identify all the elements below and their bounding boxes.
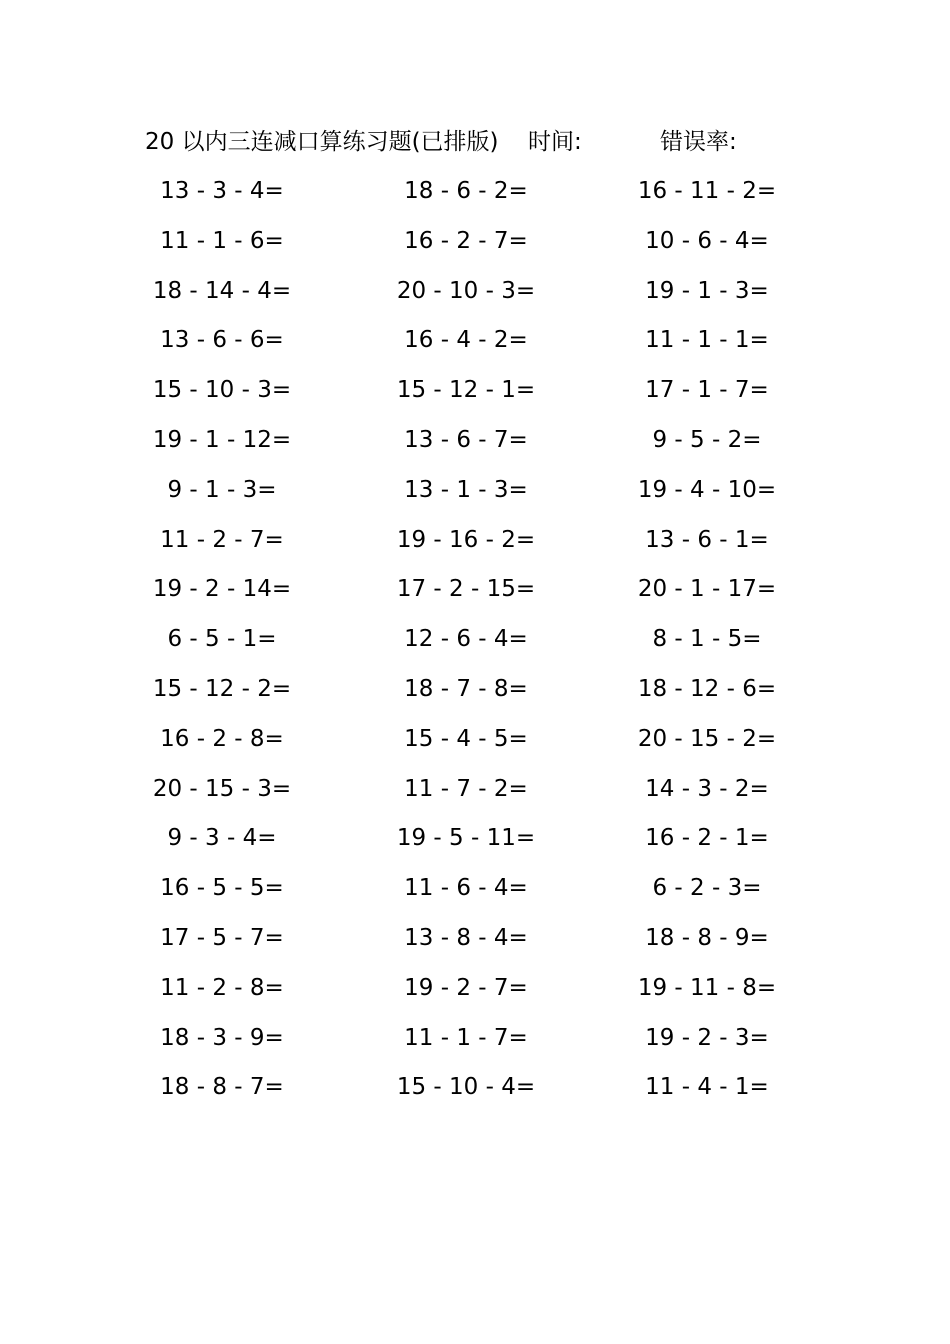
arithmetic-problem: 16 - 2 - 7= <box>404 227 528 254</box>
arithmetic-problem: 11 - 7 - 2= <box>404 775 528 802</box>
arithmetic-problem: 16 - 11 - 2= <box>637 178 777 204</box>
arithmetic-problem: 20 - 10 - 3= <box>396 277 536 304</box>
arithmetic-problem: 19 - 4 - 10= <box>637 476 777 503</box>
arithmetic-problem: 19 - 1 - 3= <box>645 277 769 304</box>
arithmetic-problem: 13 - 8 - 4= <box>404 924 528 951</box>
problem-row <box>0 914 950 964</box>
arithmetic-problem: 16 - 2 - 8= <box>160 725 284 752</box>
arithmetic-problem: 19 - 11 - 8= <box>637 974 777 1001</box>
arithmetic-problem: 19 - 2 - 7= <box>404 974 528 1001</box>
arithmetic-problem: 11 - 2 - 8= <box>160 974 284 1001</box>
problem-row <box>0 366 950 416</box>
arithmetic-problem: 11 - 1 - 7= <box>404 1024 528 1051</box>
problem-row <box>0 516 950 566</box>
problem-row <box>0 1014 950 1064</box>
problem-row <box>0 715 950 765</box>
arithmetic-problem: 6 - 5 - 1= <box>167 626 277 653</box>
arithmetic-problem: 11 - 1 - 1= <box>645 327 769 354</box>
problem-row <box>0 765 950 815</box>
arithmetic-problem: 11 - 6 - 4= <box>404 875 528 902</box>
arithmetic-problem: 16 - 5 - 5= <box>160 875 284 902</box>
arithmetic-problem: 18 - 14 - 4= <box>152 277 292 304</box>
arithmetic-problem: 18 - 6 - 2= <box>404 178 528 204</box>
arithmetic-problem: 12 - 6 - 4= <box>404 626 528 653</box>
arithmetic-problem: 15 - 10 - 4= <box>396 1074 536 1101</box>
problem-row <box>0 665 950 715</box>
arithmetic-problem: 15 - 12 - 2= <box>152 675 292 702</box>
arithmetic-problem: 20 - 1 - 17= <box>637 576 777 603</box>
arithmetic-problem: 9 - 5 - 2= <box>652 426 762 453</box>
arithmetic-problem: 13 - 6 - 7= <box>404 426 528 453</box>
arithmetic-problem: 10 - 6 - 4= <box>645 227 769 254</box>
arithmetic-problem: 13 - 6 - 6= <box>160 327 284 354</box>
arithmetic-problem: 18 - 12 - 6= <box>637 675 777 702</box>
arithmetic-problem: 13 - 3 - 4= <box>160 178 284 204</box>
arithmetic-problem: 11 - 4 - 1= <box>645 1074 769 1101</box>
arithmetic-problem: 18 - 7 - 8= <box>404 675 528 702</box>
arithmetic-problem: 18 - 8 - 9= <box>645 924 769 951</box>
problem-row <box>0 466 950 516</box>
arithmetic-problem: 11 - 1 - 6= <box>160 227 284 254</box>
arithmetic-problem: 15 - 12 - 1= <box>396 377 536 404</box>
arithmetic-problem: 6 - 2 - 3= <box>652 875 762 902</box>
arithmetic-problem: 15 - 4 - 5= <box>404 725 528 752</box>
arithmetic-problem: 20 - 15 - 3= <box>152 775 292 802</box>
arithmetic-problem: 19 - 1 - 12= <box>152 426 292 453</box>
arithmetic-problem: 18 - 3 - 9= <box>160 1024 284 1051</box>
arithmetic-problem: 9 - 1 - 3= <box>167 476 277 503</box>
worksheet-header <box>0 124 950 160</box>
arithmetic-problem: 19 - 2 - 14= <box>152 576 292 603</box>
arithmetic-problem: 13 - 6 - 1= <box>645 526 769 553</box>
problem-row <box>0 416 950 466</box>
problem-row <box>0 217 950 267</box>
problem-row <box>0 864 950 914</box>
arithmetic-problem: 16 - 4 - 2= <box>404 327 528 354</box>
time-label: 时间: <box>528 129 582 155</box>
problem-row <box>0 615 950 665</box>
arithmetic-problem: 11 - 2 - 7= <box>160 526 284 553</box>
problem-row <box>0 814 950 864</box>
arithmetic-problem: 17 - 5 - 7= <box>160 924 284 951</box>
problem-row <box>0 167 950 217</box>
arithmetic-problem: 16 - 2 - 1= <box>645 825 769 852</box>
arithmetic-problem: 19 - 2 - 3= <box>645 1024 769 1051</box>
arithmetic-problem: 17 - 1 - 7= <box>645 377 769 404</box>
worksheet-title: 20 以内三连减口算练习题(已排版) <box>145 129 499 155</box>
problem-row <box>0 1063 950 1113</box>
arithmetic-problem: 15 - 10 - 3= <box>152 377 292 404</box>
problem-row <box>0 565 950 615</box>
arithmetic-problem: 9 - 3 - 4= <box>167 825 277 852</box>
problem-grid <box>0 167 950 1113</box>
arithmetic-problem: 18 - 8 - 7= <box>160 1074 284 1101</box>
arithmetic-problem: 14 - 3 - 2= <box>645 775 769 802</box>
arithmetic-problem: 20 - 15 - 2= <box>637 725 777 752</box>
problem-row <box>0 267 950 317</box>
problem-row <box>0 316 950 366</box>
arithmetic-problem: 19 - 16 - 2= <box>396 526 536 553</box>
arithmetic-problem: 8 - 1 - 5= <box>652 626 762 653</box>
arithmetic-problem: 13 - 1 - 3= <box>404 476 528 503</box>
problem-row <box>0 964 950 1014</box>
arithmetic-problem: 19 - 5 - 11= <box>396 825 536 852</box>
arithmetic-problem: 17 - 2 - 15= <box>396 576 536 603</box>
error-rate-label: 错误率: <box>660 129 737 155</box>
